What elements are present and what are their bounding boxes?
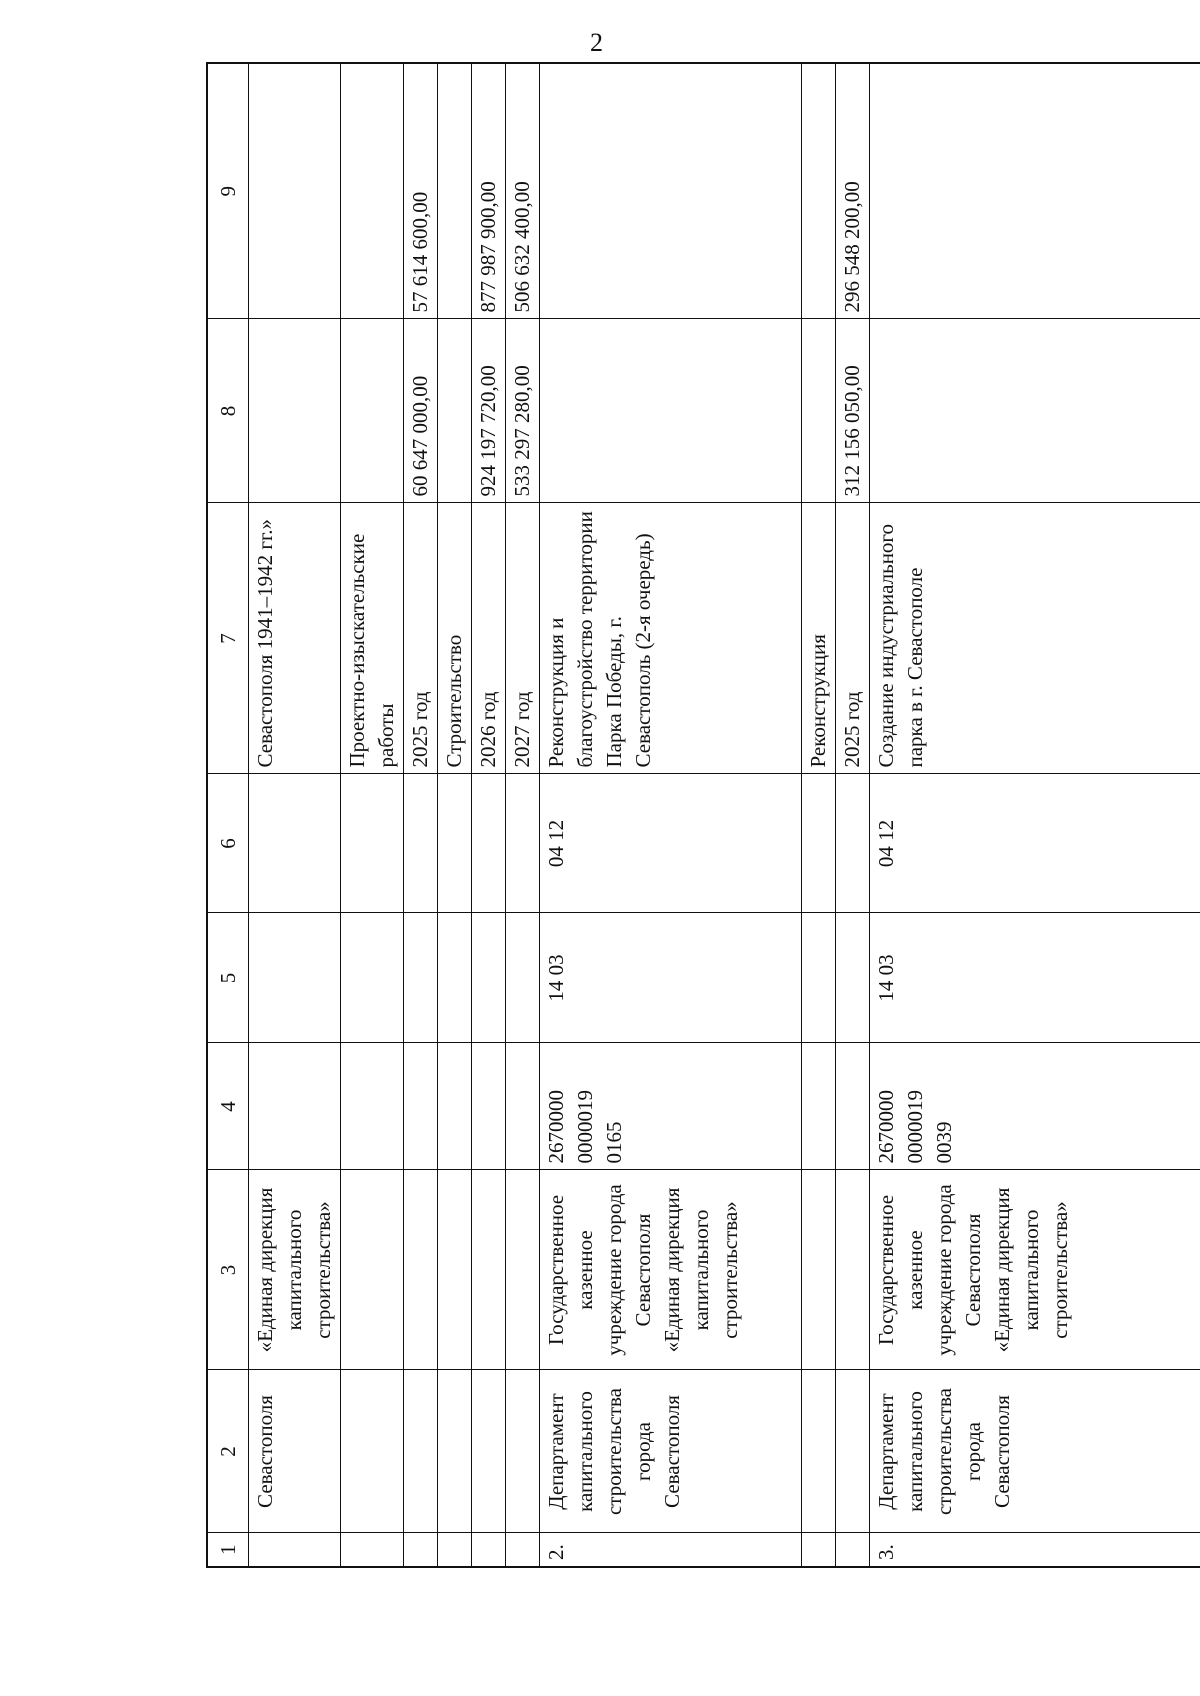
- section-cell: [341, 913, 404, 1043]
- department-cell: Севастополя: [249, 1370, 341, 1533]
- object-cell: Проектно-изыскательские работы: [341, 503, 404, 774]
- table-row: [472, 63, 506, 1567]
- institution-cell: [506, 1170, 540, 1370]
- header-cell: 7: [207, 503, 249, 774]
- row-number-cell: [506, 1533, 540, 1567]
- subsection-cell: [249, 774, 341, 913]
- section-cell: [836, 913, 870, 1043]
- amount-cell: [341, 319, 404, 503]
- table-row: [404, 63, 438, 1567]
- code-cell: [836, 1043, 870, 1170]
- code-cell: [506, 1043, 540, 1170]
- code-cell: [472, 1043, 506, 1170]
- code-cell: [341, 1043, 404, 1170]
- header-cell: 6: [207, 774, 249, 913]
- institution-cell: «Единая дирекция капитального строительства»: [249, 1170, 341, 1370]
- object-cell: Строительство: [438, 503, 472, 774]
- amount-cell: 506 632 400,00: [506, 63, 540, 319]
- amount-cell: [870, 63, 1200, 319]
- amount-cell: 533 297 280,00: [506, 319, 540, 503]
- amount-cell: [438, 63, 472, 319]
- department-cell: [836, 1370, 870, 1533]
- department-cell: [472, 1370, 506, 1533]
- amount-cell: 312 156 050,00: [836, 319, 870, 503]
- amount-cell: [802, 63, 836, 319]
- amount-cell: [249, 63, 341, 319]
- subsection-cell: 04 12: [540, 774, 802, 913]
- amount-cell: 57 614 600,00: [404, 63, 438, 319]
- department-cell: Департамент капитального строительства города Севастополя: [870, 1370, 1200, 1533]
- table-row: [341, 63, 404, 1567]
- code-cell: [438, 1043, 472, 1170]
- table-row: [836, 63, 870, 1567]
- amount-cell: 296 548 200,00: [836, 63, 870, 319]
- amount-cell: 924 197 720,00: [472, 319, 506, 503]
- row-number-cell: 3.: [870, 1533, 1200, 1567]
- object-cell: 2027 год: [506, 503, 540, 774]
- institution-cell: Государственное казенное учреждение города Севастополя «Единая дирекция капитального строительства»: [870, 1170, 1200, 1370]
- amount-cell: 60 647 000,00: [404, 319, 438, 503]
- subsection-cell: [802, 774, 836, 913]
- amount-cell: [802, 319, 836, 503]
- institution-cell: Государственное казенное учреждение города Севастополя «Единая дирекция капитального строительства»: [540, 1170, 802, 1370]
- amount-cell: 877 987 900,00: [472, 63, 506, 319]
- department-cell: Департамент капитального строительства города Севастополя: [540, 1370, 802, 1533]
- row-number-cell: 2.: [540, 1533, 802, 1567]
- table-row: [438, 63, 472, 1567]
- header-cell: 3: [207, 1170, 249, 1370]
- object-cell: Севастополя 1941–1942 гг.»: [249, 503, 341, 774]
- department-cell: [404, 1370, 438, 1533]
- row-number-cell: [404, 1533, 438, 1567]
- object-cell: Реконструкция и благоустройство территории Парка Победы, г. Севастополь (2-я очередь): [540, 503, 802, 774]
- row-number-cell: [802, 1533, 836, 1567]
- section-cell: [249, 913, 341, 1043]
- code-cell: [404, 1043, 438, 1170]
- amount-cell: [249, 319, 341, 503]
- object-cell: 2025 год: [836, 503, 870, 774]
- table-row: [802, 63, 836, 1567]
- subsection-cell: [472, 774, 506, 913]
- subsection-cell: 04 12: [870, 774, 1200, 913]
- header-cell: 4: [207, 1043, 249, 1170]
- section-cell: [802, 913, 836, 1043]
- code-cell: 2670000 0000019 0165: [540, 1043, 802, 1170]
- table-row: [506, 63, 540, 1567]
- institution-cell: [404, 1170, 438, 1370]
- amount-cell: [540, 319, 802, 503]
- section-cell: [506, 913, 540, 1043]
- row-number-cell: [249, 1533, 341, 1567]
- section-cell: 14 03: [870, 913, 1200, 1043]
- row-number-cell: [836, 1533, 870, 1567]
- header-cell: 5: [207, 913, 249, 1043]
- subsection-cell: [404, 774, 438, 913]
- subsection-cell: [506, 774, 540, 913]
- subsection-cell: [836, 774, 870, 913]
- subsection-cell: [341, 774, 404, 913]
- institution-cell: [472, 1170, 506, 1370]
- department-cell: [438, 1370, 472, 1533]
- subsection-cell: [438, 774, 472, 913]
- amount-cell: [438, 319, 472, 503]
- table-row: [249, 63, 341, 1567]
- institution-cell: [341, 1170, 404, 1370]
- code-cell: 2670000 0000019 0039: [870, 1043, 1200, 1170]
- amount-cell: [870, 319, 1200, 503]
- department-cell: [802, 1370, 836, 1533]
- section-cell: [472, 913, 506, 1043]
- page-number: 2: [590, 28, 603, 57]
- section-cell: 14 03: [540, 913, 802, 1043]
- object-cell: 2025 год: [404, 503, 438, 774]
- object-cell: 2026 год: [472, 503, 506, 774]
- header-cell: 9: [207, 63, 249, 319]
- header-cell: 8: [207, 319, 249, 503]
- department-cell: [506, 1370, 540, 1533]
- department-cell: [341, 1370, 404, 1533]
- code-cell: [802, 1043, 836, 1170]
- institution-cell: [836, 1170, 870, 1370]
- table-header-row: [207, 63, 249, 1567]
- budget-table: [206, 62, 1200, 1568]
- header-cell: 1: [207, 1533, 249, 1567]
- row-number-cell: [472, 1533, 506, 1567]
- table-row: [540, 63, 802, 1567]
- section-cell: [404, 913, 438, 1043]
- object-cell: Реконструкция: [802, 503, 836, 774]
- code-cell: [249, 1043, 341, 1170]
- institution-cell: [802, 1170, 836, 1370]
- section-cell: [438, 913, 472, 1043]
- header-cell: 2: [207, 1370, 249, 1533]
- amount-cell: [540, 63, 802, 319]
- row-number-cell: [341, 1533, 404, 1567]
- row-number-cell: [438, 1533, 472, 1567]
- table-row: [870, 63, 1200, 1567]
- rotated-table-container: [206, 64, 1200, 1568]
- amount-cell: [341, 63, 404, 319]
- institution-cell: [438, 1170, 472, 1370]
- rotated-table-wrapper: [206, 64, 1200, 1568]
- object-cell: Создание индустриального парка в г. Севастополе: [870, 503, 1200, 774]
